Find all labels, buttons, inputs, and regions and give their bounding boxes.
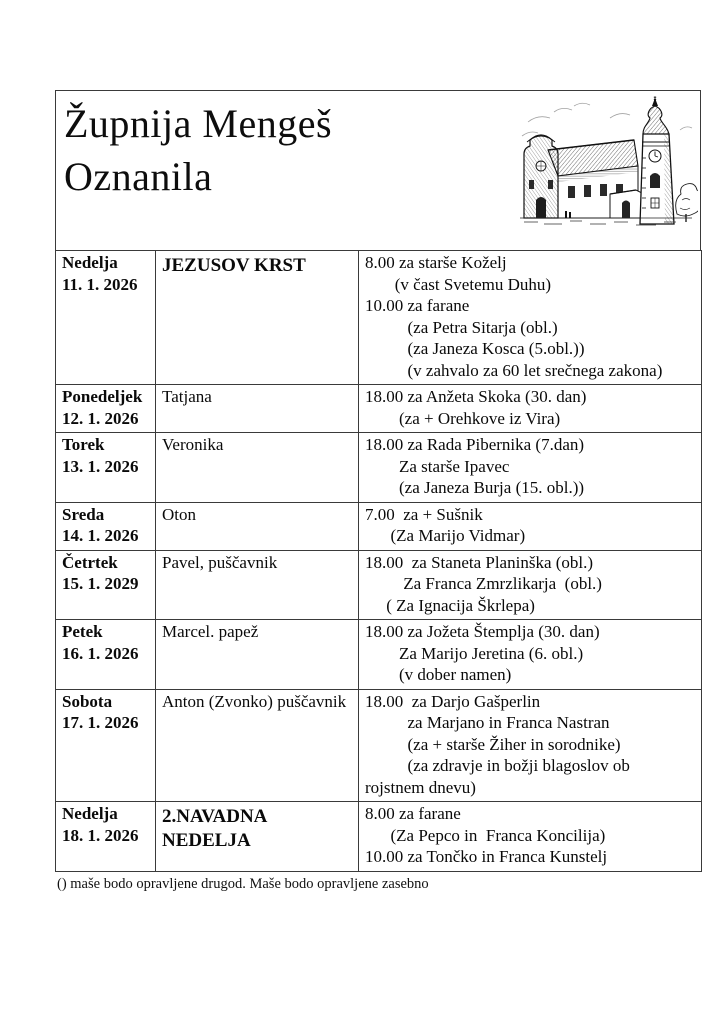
mass-intention-line: (za zdravje in božji blagoslov ob	[365, 756, 630, 775]
date-label: 12. 1. 2026	[62, 408, 139, 428]
feast-cell	[156, 385, 359, 433]
schedule-row	[56, 620, 702, 690]
document-header	[55, 90, 701, 250]
schedule-row	[56, 433, 702, 503]
feast-cell	[156, 502, 359, 550]
mass-intention-line: 7.00 za + Sušnik	[365, 504, 483, 524]
day-label: Torek	[62, 435, 105, 454]
feast-cell	[156, 620, 359, 690]
mass-intentions-cell	[359, 251, 702, 385]
mass-intention-line: ( Za Ignacija Škrlepa)	[365, 595, 535, 615]
date-label: 18. 1. 2026	[62, 825, 139, 845]
feast-label: Veronika	[162, 435, 224, 454]
date-label: 11. 1. 2026	[62, 274, 138, 294]
mass-intention-line: (v čast Svetemu Duhu)	[365, 274, 552, 294]
mass-intention-line: (Za Marijo Vidmar)	[365, 526, 526, 545]
schedule-row	[56, 385, 702, 433]
parish-announcements-document	[55, 90, 701, 894]
mass-intention-line: (za Petra Sitarja (obl.)	[365, 317, 558, 337]
feast-label: Anton (Zvonko) puščavnik	[162, 691, 347, 711]
day-date-cell	[56, 251, 156, 385]
mass-intention-line: 18.00 za Anžeta Skoka (30. dan)	[365, 387, 587, 406]
mass-intentions-cell	[359, 802, 702, 872]
day-label: Nedelja	[62, 253, 118, 272]
mass-intention-line: Za Franca Zmrzlikarja (obl.)	[365, 574, 602, 593]
day-date-cell	[56, 502, 156, 550]
mass-intention-line: Za starše Ipavec	[365, 456, 510, 476]
feast-cell	[156, 802, 359, 872]
feast-label: Pavel, puščavnik	[162, 552, 278, 572]
day-label: Četrtek	[62, 552, 118, 572]
date-label: 14. 1. 2026	[62, 526, 139, 545]
mass-intentions-cell	[359, 620, 702, 690]
day-label: Nedelja	[62, 804, 118, 823]
mass-intentions-cell	[359, 689, 702, 802]
mass-intention-line: 18.00 za Rada Pibernika (7.dan)	[365, 435, 585, 454]
mass-intention-line: 18.00 za Staneta Planinška (obl.)	[365, 552, 594, 572]
schedule-row	[56, 689, 702, 802]
feast-label: 2.NAVADNA	[162, 806, 268, 827]
mass-intention-line: (Za Pepco in Franca Koncilija)	[365, 825, 606, 845]
title-line-1: Župnija Mengeš	[64, 101, 333, 146]
mass-intention-line: (za Janeza Kosca (5.obl.))	[365, 339, 585, 358]
mass-intention-line: (za Janeza Burja (15. obl.))	[365, 478, 585, 497]
feast-label: Oton	[162, 504, 196, 524]
feast-label: NEDELJA	[162, 830, 251, 851]
mass-intention-line: 18.00 za Darjo Gašperlin	[365, 691, 541, 711]
day-date-cell	[56, 385, 156, 433]
date-label: 16. 1. 2026	[62, 643, 139, 663]
day-date-cell	[56, 689, 156, 802]
schedule-body	[56, 251, 702, 872]
day-date-cell	[56, 802, 156, 872]
date-label: 13. 1. 2026	[62, 456, 139, 476]
mass-intention-line: 8.00 za farane	[365, 804, 461, 823]
day-label: Sobota	[62, 691, 113, 711]
mass-intention-line: rojstnem dnevu)	[365, 777, 476, 797]
mass-intention-line: Za Marijo Jeretina (6. obl.)	[365, 643, 584, 663]
footnote: () maše bodo opravljene drugod. Maše bodo opravljene zasebno	[57, 875, 429, 892]
feast-label: JEZUSOV KRST	[162, 255, 306, 276]
date-label: 17. 1. 2026	[62, 713, 139, 732]
day-date-cell	[56, 620, 156, 690]
mass-intention-line: (v zahvalo za 60 let srečnega zakona)	[365, 360, 663, 380]
schedule-row	[56, 550, 702, 620]
mass-intention-line: (v dober namen)	[365, 665, 512, 684]
day-label: Ponedeljek	[62, 387, 143, 406]
mass-intention-line: (za + Orehkove iz Vira)	[365, 408, 561, 428]
church-illustration	[514, 96, 698, 228]
feast-cell	[156, 251, 359, 385]
schedule-row	[56, 802, 702, 872]
mass-intention-line: 10.00 za Tončko in Franca Kunstelj	[365, 847, 608, 866]
day-date-cell	[56, 550, 156, 620]
mass-intentions-cell	[359, 502, 702, 550]
title-line-2: Oznanila	[64, 154, 213, 199]
mass-intentions-cell	[359, 433, 702, 503]
feast-cell	[156, 433, 359, 503]
feast-cell	[156, 550, 359, 620]
schedule-row	[56, 251, 702, 385]
feast-cell	[156, 689, 359, 802]
day-label: Sreda	[62, 504, 105, 524]
mass-intentions-cell	[359, 550, 702, 620]
mass-intention-line: 10.00 za farane	[365, 296, 470, 315]
day-label: Petek	[62, 622, 103, 641]
day-date-cell	[56, 433, 156, 503]
schedule-row	[56, 502, 702, 550]
date-label: 15. 1. 2029	[62, 574, 139, 593]
mass-intention-line: 8.00 za starše Koželj	[365, 253, 507, 272]
feast-label: Marcel. papež	[162, 622, 259, 641]
mass-intention-line: 18.00 za Jožeta Štemplja (30. dan)	[365, 622, 600, 641]
mass-intentions-cell	[359, 385, 702, 433]
mass-schedule-table	[55, 250, 702, 872]
feast-label: Tatjana	[162, 387, 212, 406]
mass-intention-line: (za + starše Žiher in sorodnike)	[365, 734, 621, 754]
mass-intention-line: za Marjano in Franca Nastran	[365, 713, 610, 732]
